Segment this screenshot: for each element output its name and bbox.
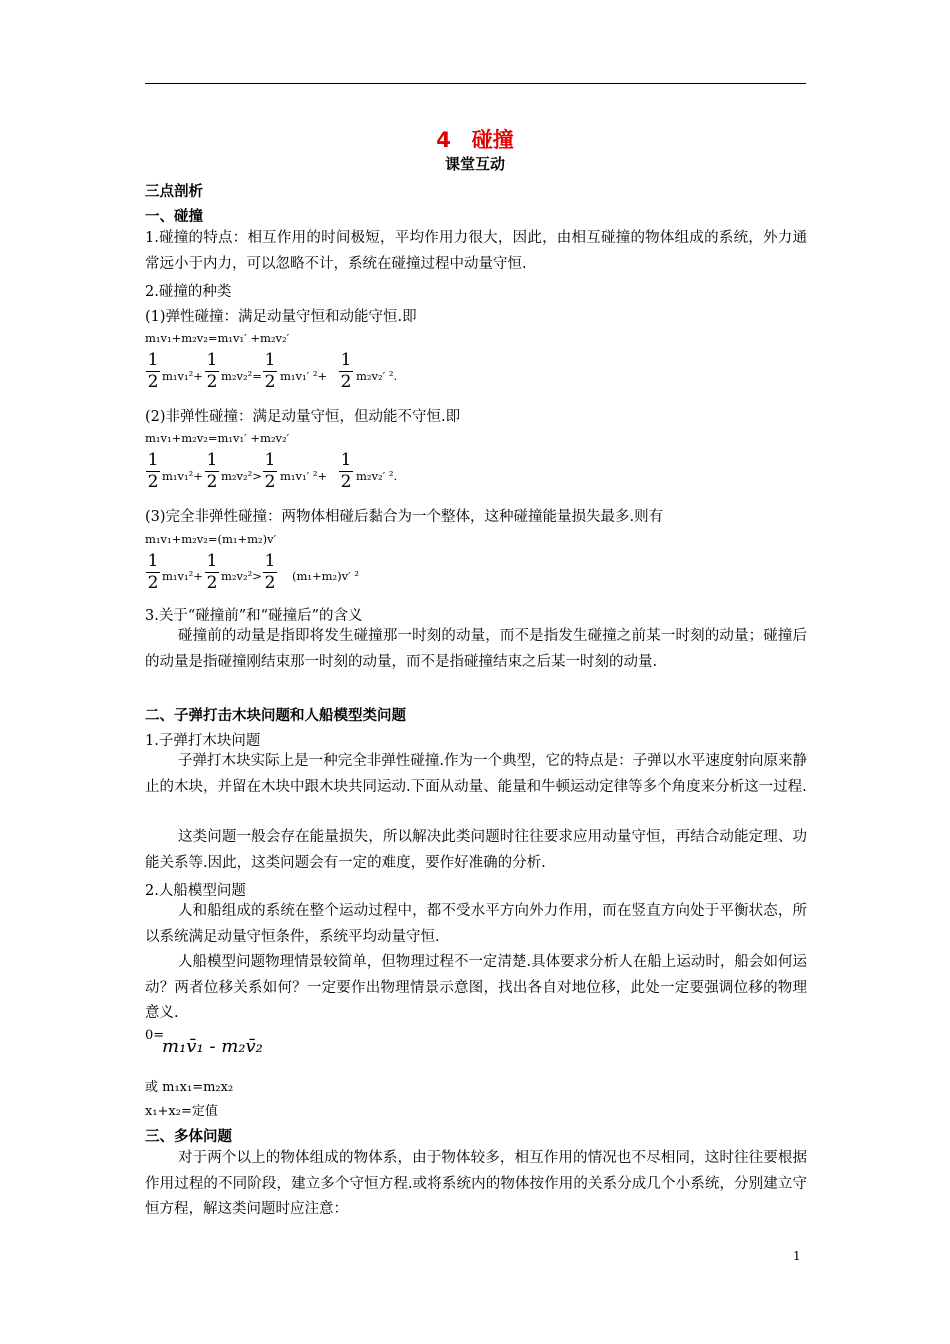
- paragraph-bullet-body: 子弹打木块实际上是一种完全非弹性碰撞.作为一个典型，它的特点是：子弹以水平速度射向原来静止的木块，并留在木块中跟木块共同运动.下面从动量、能量和牛顿运动定律等多个角度来分析这一过程.: [145, 753, 807, 795]
- fraction-half: 1 2: [147, 450, 159, 492]
- equation-energy-1-part: m₁v₁′ ²+: [280, 369, 328, 383]
- equation-average-prefix: 0=: [145, 1028, 165, 1043]
- header-rule: [145, 83, 806, 84]
- fraction-half: 1 2: [264, 551, 276, 593]
- paragraph-boat-body: 人和船组成的系统在整个运动过程中，都不受水平方向外力作用，而在竖直方向处于平衡状态，所以系统满足动量守恒条件，系统平均动量守恒.: [145, 903, 807, 945]
- fraction-half: 1 2: [147, 350, 159, 392]
- equation-energy-3-part: (m₁+m₂)v′ ²: [292, 569, 360, 583]
- equation-energy-3-part: m₁v₁²+: [162, 569, 203, 583]
- fraction-half: 1 2: [206, 350, 218, 392]
- heading-bullet-boat: 二、子弹打击木块问题和人船模型类问题: [145, 708, 406, 724]
- paragraph-elastic: (1)弹性碰撞：满足动量守恒和动能守恒.即: [145, 309, 417, 325]
- paragraph-bullet-title: 1.子弹打木块问题: [145, 733, 261, 749]
- fraction-half: 1 2: [340, 450, 352, 492]
- paragraph-collision-types: 2.碰撞的种类: [145, 284, 232, 300]
- paragraph-bullet-energy: 这类问题一般会存在能量损失，所以解决此类问题时往往要求应用动量守恒，再结合动能定理、功能关系等.因此，这类问题会有一定的难度，要作好准确的分析.: [145, 829, 807, 871]
- paragraph-boat-analysis: 人船模型问题物理情景较简单，但物理过程不一定清楚.具体要求分析人在船上运动时，船会如何运动？两者位移关系如何？一定要作出物理情景示意图，找出各自对地位移，此处一定要强调位移的物理意义.: [145, 954, 807, 1021]
- equation-average-momentum: m₁v̄₁ - m₂v̄₂: [162, 1036, 263, 1057]
- heading-multibody: 三、多体问题: [145, 1129, 232, 1145]
- equation-energy-2-part: m₁v₁′ ²+: [280, 469, 328, 483]
- equation-energy-1-part: m₁v₁²+: [162, 369, 203, 383]
- paragraph-before-after: 3.关于“碰撞前”和“碰撞后”的含义: [145, 608, 363, 624]
- equation-momentum-2: m₁v₁+m₂v₂=m₁v₁′ +m₂v₂′: [145, 431, 290, 445]
- equation-momentum-1: m₁v₁+m₂v₂=m₁v₁′ +m₂v₂′: [145, 331, 290, 345]
- equation-displacement-sum: x₁+x₂=定值: [145, 1104, 218, 1119]
- heading-sdpx: 三点剖析: [145, 184, 203, 200]
- fraction-half: 1 2: [264, 350, 276, 392]
- paragraph-boat-title: 2.人船模型问题: [145, 883, 246, 899]
- page-number: 1: [793, 1249, 801, 1263]
- page-title: 4 碰撞: [436, 128, 514, 152]
- fraction-half: 1 2: [206, 450, 218, 492]
- equation-energy-2-part: m₂v₂′ ².: [356, 469, 398, 483]
- paragraph-multibody: 对于两个以上的物体组成的物体系，由于物体较多，相互作用的情况也不尽相同，这时往往要根据作用过程的不同阶段，建立多个守恒方程.或将系统内的物体按作用的关系分成几个小系统，分别建立守恒方程，解这类问题时应注意：: [145, 1150, 807, 1217]
- equation-energy-2-part: m₁v₁²+: [162, 469, 203, 483]
- paragraph-perfectly-inelastic: (3)完全非弹性碰撞：两物体相碰后黏合为一个整体，这种碰撞能量损失最多.则有: [145, 509, 664, 525]
- heading-collision: 一、碰撞: [145, 209, 203, 225]
- fraction-half: 1 2: [264, 450, 276, 492]
- equation-energy-1-part: m₂v₂²=: [221, 369, 262, 383]
- equation-energy-3-part: m₂v₂²>: [221, 569, 262, 583]
- paragraph-before-after-body: 碰撞前的动量是指即将发生碰撞那一时刻的动量，而不是指发生碰撞之前某一时刻的动量；碰撞后的动量是指碰撞刚结束那一时刻的动量，而不是指碰撞结束之后某一时刻的动量.: [145, 628, 807, 670]
- equation-momentum-3: m₁v₁+m₂v₂=(m₁+m₂)v′: [145, 532, 277, 546]
- equation-energy-1-part: m₂v₂′ ².: [356, 369, 398, 383]
- fraction-half: 1 2: [147, 551, 159, 593]
- equation-displacement-ratio: 或 m₁x₁=m₂x₂: [145, 1080, 234, 1095]
- fraction-half: 1 2: [340, 350, 352, 392]
- paragraph-inelastic: (2)非弹性碰撞：满足动量守恒，但动能不守恒.即: [145, 409, 461, 425]
- page-subtitle: 课堂互动: [444, 155, 505, 173]
- fraction-half: 1 2: [206, 551, 218, 593]
- paragraph-collision-features: 1.碰撞的特点：相互作用的时间极短，平均作用力很大，因此，由相互碰撞的物体组成的系统，外力通常远小于内力，可以忽略不计，系统在碰撞过程中动量守恒.: [145, 230, 807, 272]
- equation-energy-2-part: m₂v₂²>: [221, 469, 262, 483]
